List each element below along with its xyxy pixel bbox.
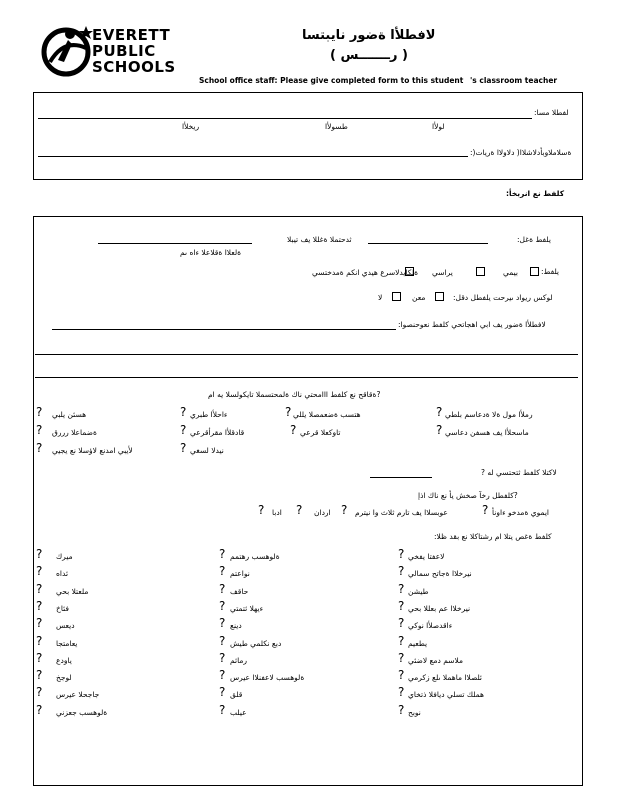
question-mark[interactable]: ? xyxy=(219,616,226,631)
trait-item: ميرك xyxy=(56,552,73,561)
child-name-line[interactable] xyxy=(38,118,532,119)
question-mark[interactable]: ? xyxy=(398,702,405,717)
speaks-where-label: ?كلفطل رخآ صخش يأ نع ناك اذإ xyxy=(418,491,518,500)
trait-item: نيرخلاا ةجاتح سمالي xyxy=(408,569,472,579)
question-mark[interactable]: ? xyxy=(285,405,292,419)
nickname-line[interactable] xyxy=(38,156,468,157)
section-note: كلفط نع انربخأ: xyxy=(506,189,565,198)
handedness-left-label: يراسي xyxy=(432,268,453,277)
home-language-label: ثدحتملا ةغللا يف تيبلا xyxy=(287,235,352,244)
question-mark[interactable]: ? xyxy=(36,405,43,419)
need-item: قادقلأا مقرأقرعي xyxy=(190,428,245,437)
trait-item: يطعيم xyxy=(408,638,428,648)
handedness-left-checkbox[interactable] xyxy=(476,267,485,276)
trait-item: قلق xyxy=(230,690,243,700)
question-mark[interactable]: ? xyxy=(36,702,43,717)
question-mark[interactable]: ? xyxy=(36,668,43,683)
question-mark[interactable]: ? xyxy=(180,441,187,455)
trait-item: هملك تسلي ديافلا ذتخاي xyxy=(408,690,484,700)
toilet-label: لوكس ريواد ىيرحت يلفطل دقل: xyxy=(453,293,553,302)
logo-line-3: SCHOOLS xyxy=(92,58,176,76)
question-mark[interactable]: ? xyxy=(296,503,303,517)
question-mark[interactable]: ? xyxy=(258,503,265,517)
trait-item: ملعتلا بحي xyxy=(56,586,89,596)
frequency-daily: ايموي ةمدخو ءاونأ xyxy=(492,508,550,517)
question-mark[interactable]: ? xyxy=(398,650,405,665)
logo-line-2: PUBLIC xyxy=(92,42,156,60)
question-mark[interactable]: ? xyxy=(36,598,43,613)
need-item: ماسحلأا يف هسفن دعاسي xyxy=(445,428,529,437)
trait-item: لوجخ xyxy=(56,673,72,683)
question-mark[interactable]: ? xyxy=(36,633,43,648)
info-line-2[interactable] xyxy=(35,354,578,355)
trait-item: نيرخلاا عم بعللا بحي xyxy=(408,603,471,613)
trait-item: ءاقدصلأا نوكي xyxy=(408,621,453,631)
question-mark[interactable]: ? xyxy=(398,616,405,631)
talk-label: لاكتلا كلفط ثتحتسي له ? xyxy=(481,468,557,477)
trait-item: ملاسم دمع لاضئي xyxy=(408,655,464,665)
logo-line-1: EVERETT xyxy=(92,26,171,44)
question-mark[interactable]: ? xyxy=(398,547,405,561)
child-name-label: لفطلا مسا: xyxy=(534,108,569,117)
trait-item: جاجحلا عيرس xyxy=(56,690,100,700)
question-mark[interactable]: ? xyxy=(398,685,405,700)
frequency-never: ادبا xyxy=(272,508,282,517)
student-info-box xyxy=(33,92,583,180)
question-mark[interactable]: ? xyxy=(180,423,187,437)
question-mark[interactable]: ? xyxy=(36,685,43,700)
trait-item: عيلب xyxy=(230,707,247,717)
info-label: لافطلأا ةضور يف ابي اهجاتحي كلفط نعوحنصوا: xyxy=(398,320,546,329)
info-line-1[interactable] xyxy=(52,329,396,330)
question-mark[interactable]: ? xyxy=(36,564,43,579)
relation-label: ةلعلاا ةقلاعلا ءاه ىم xyxy=(180,248,242,257)
need-item: نيدلا لسغي xyxy=(190,446,224,455)
question-mark[interactable]: ? xyxy=(219,702,226,717)
trait-item: ةلوهسب لاعفنلاا عيرس xyxy=(230,673,305,683)
need-item: لأيبي امدنع لاؤسلا نع يجيي xyxy=(52,446,133,455)
nickname-label: ةسلاملاوبأدلاشلاا( دلاولاا ةريات(: xyxy=(470,148,572,157)
trait-item: ديعس xyxy=(56,621,75,631)
trait-item: ةلوهسب جعزني xyxy=(56,707,108,717)
trait-item: طيشن xyxy=(408,586,429,596)
question-mark[interactable]: ? xyxy=(398,633,405,648)
last-name-label: ريخلأا xyxy=(182,122,200,131)
need-item: تاوكعلا قرعي xyxy=(300,428,341,437)
question-mark[interactable]: ? xyxy=(219,564,226,579)
logo-globe-icon xyxy=(40,22,94,78)
page-title: لافطلأا ةضور نايبتسا xyxy=(302,28,436,43)
question-mark[interactable]: ? xyxy=(341,503,348,517)
toilet-yes-label: معن xyxy=(412,293,426,302)
handedness-both-label: ةلكايدلاسرع هيدي انكم ةمدختسي xyxy=(312,268,419,277)
need-item: رملأا مول ةلا ةدعاسم بلطي xyxy=(445,410,533,419)
question-mark[interactable]: ? xyxy=(219,668,226,683)
trait-item: ي‍اودع xyxy=(56,655,72,665)
question-mark[interactable]: ? xyxy=(219,633,226,648)
toilet-no-label: لا xyxy=(378,293,383,302)
child-is-label: يلفط: xyxy=(541,267,560,276)
page-subtitle: ( رـــــــس ) xyxy=(330,48,408,63)
trait-item: رماثم xyxy=(230,655,248,665)
child-language-label: يلفط ةغل: xyxy=(517,235,551,244)
info-line-3[interactable] xyxy=(35,377,578,378)
trait-item: نواعتم xyxy=(230,569,250,579)
trait-item: نوبح xyxy=(408,707,421,717)
staff-note-b: 's classroom teacher xyxy=(470,76,558,85)
describe-label: كلفط ةغص يتلا ام رشتاكلا نع بقد ظلا: xyxy=(434,532,552,541)
question-mark[interactable]: ? xyxy=(36,581,43,596)
question-mark[interactable]: ? xyxy=(398,581,405,596)
question-mark[interactable]: ? xyxy=(436,423,443,437)
first-name-label: لولأا xyxy=(432,122,445,131)
question-mark[interactable]: ? xyxy=(36,547,43,561)
question-mark[interactable]: ? xyxy=(36,441,43,455)
question-mark[interactable]: ? xyxy=(180,405,187,419)
need-item: ةضماعلا رررق xyxy=(52,428,97,437)
question-mark[interactable]: ? xyxy=(219,598,226,613)
need-item: هسئن يلبي xyxy=(52,410,87,419)
trait-item: ئلصلاا ماهملا ىلع زكرمي xyxy=(408,673,483,683)
trait-item: ءيهلا ثتمتي xyxy=(230,603,264,613)
home-language-line[interactable] xyxy=(98,243,252,244)
question-mark[interactable]: ? xyxy=(290,423,297,437)
trait-item: ئداه xyxy=(56,569,69,579)
frequency-weekly: عوبسلاا يف تارم ثلاث وا نيترم xyxy=(355,508,448,517)
child-language-line[interactable] xyxy=(368,243,488,244)
question-mark[interactable]: ? xyxy=(219,650,226,665)
question-mark[interactable]: ? xyxy=(482,503,489,517)
logo-text xyxy=(92,27,176,75)
talk-line[interactable] xyxy=(370,477,432,478)
self-help-label: ?ةقاقح نع كلفط ااامحتي ناك ةلمحتسملا تايكولسلا يه ام xyxy=(208,390,381,399)
trait-item: حاقف xyxy=(230,586,249,596)
handedness-right-checkbox[interactable] xyxy=(530,267,539,276)
trait-item: لاعفتا يفخي xyxy=(408,552,445,561)
trait-item: فئاخ xyxy=(56,603,69,613)
question-mark[interactable]: ? xyxy=(398,564,405,579)
toilet-no-checkbox[interactable] xyxy=(392,292,401,301)
question-mark[interactable]: ? xyxy=(36,650,43,665)
trait-item: يعامتجا xyxy=(56,638,78,648)
question-mark[interactable]: ? xyxy=(36,616,43,631)
staff-note: School office staff: Please give completed form to this student xyxy=(199,76,464,85)
question-mark[interactable]: ? xyxy=(398,668,405,683)
question-mark[interactable]: ? xyxy=(398,598,405,613)
middle-name-label: طسولأا xyxy=(325,122,348,131)
frequency-rarely: اردان xyxy=(314,508,331,517)
trait-item: ةلوهسب رهتمم xyxy=(230,552,280,561)
handedness-right-label: بيمي xyxy=(503,268,518,277)
question-mark[interactable]: ? xyxy=(436,405,443,419)
question-mark[interactable]: ? xyxy=(219,547,226,561)
question-mark[interactable]: ? xyxy=(36,423,43,437)
need-item: ءاحلأا طبري xyxy=(190,410,228,419)
toilet-yes-checkbox[interactable] xyxy=(435,292,444,301)
trait-item: دينع xyxy=(230,621,242,631)
trait-item: دبع نكلمي طيش xyxy=(230,638,282,648)
question-mark[interactable]: ? xyxy=(219,581,226,596)
need-item: هتسب ةضعمصلا يللي xyxy=(293,410,361,419)
question-mark[interactable]: ? xyxy=(219,685,226,700)
